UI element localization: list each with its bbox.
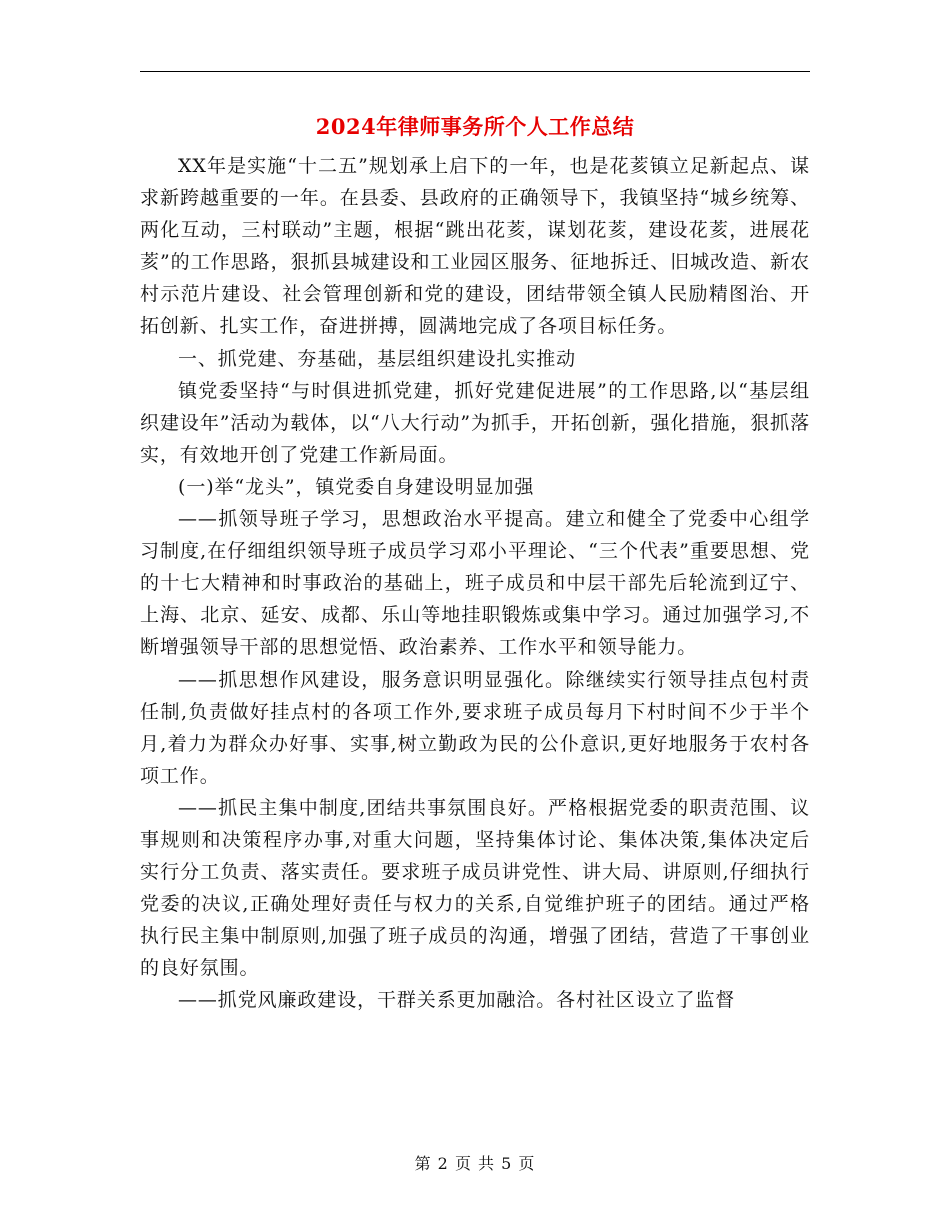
document-body (140, 150, 810, 1017)
paragraph: XX年是实施“十二五”规划承上启下的一年，也是花荄镇立足新起点、谋求新跨越重要的一年。在县委、县政府的正确领导下，我镇坚持“城乡统筹、两化互动，三村联动”主题，根据“跳出花荄，谋划花荄，建设花荄，进展花荄”的工作思路，狠抓县城建设和工业园区服务、征地拆迁、旧城改造、新农村示范片建设、社会管理创新和党的建设，团结带领全镇人民励精图治、开拓创新、扎实工作，奋进拼搏，圆满地完成了各项目标任务。 (140, 155, 810, 338)
paragraph: ——抓民主集中制度,团结共事氛围良好。严格根据党委的职责范围、议事规则和决策程序办事,对重大问题，坚持集体讨论、集体决策,集体决定后实行分工负责、落实责任。要求班子成员讲党性、讲大局、讲原则,仔细执行党委的决议,正确处理好责任与权力的关系,自觉维护班子的团结。通过严格执行民主集中制原则,加强了班子成员的沟通，增强了团结，营造了干事创业的良好氛围。 (140, 796, 810, 980)
paragraph: 镇党委坚持“与时俱进抓党建，抓好党建促进展”的工作思路,以“基层组织建设年”活动为载体，以“八大行动”为抓手，开拓创新，强化措施，狠抓落实，有效地开创了党建工作新局面。 (140, 379, 810, 466)
subsection-heading: (一)举“龙头”，镇党委自身建设明显加强 (178, 475, 535, 498)
page-number: 第 2 页 共 5 页 (414, 1154, 536, 1173)
section-heading: 一、抓党建、夯基础，基层组织建设扎实推动 (178, 347, 577, 370)
document-title: 2024年律师事务所个人工作总结 (315, 114, 635, 139)
paragraph: ——抓领导班子学习，思想政治水平提高。建立和健全了党委中心组学习制度,在仔细组织领导班子成员学习邓小平理论、“三个代表”重要思想、党的十七大精神和时事政治的基础上，班子成员和中层干部先后轮流到辽宁、上海、北京、延安、成都、乐山等地挂职锻炼或集中学习。通过加强学习,不断增强领导干部的思想觉悟、政治素养、工作水平和领导能力。 (140, 508, 810, 659)
paragraph: ——抓党风廉政建设，干群关系更加融洽。各村社区设立了监督 (178, 989, 736, 1012)
header-rule (140, 71, 810, 72)
paragraph: ——抓思想作风建设，服务意识明显强化。除继续实行领导挂点包村责任制,负责做好挂点村的各项工作外,要求班子成员每月下村时间不少于半个月,着力为群众办好事、实事,树立勤政为民的公仆意识,更好地服务于农村各项工作。 (140, 668, 810, 787)
